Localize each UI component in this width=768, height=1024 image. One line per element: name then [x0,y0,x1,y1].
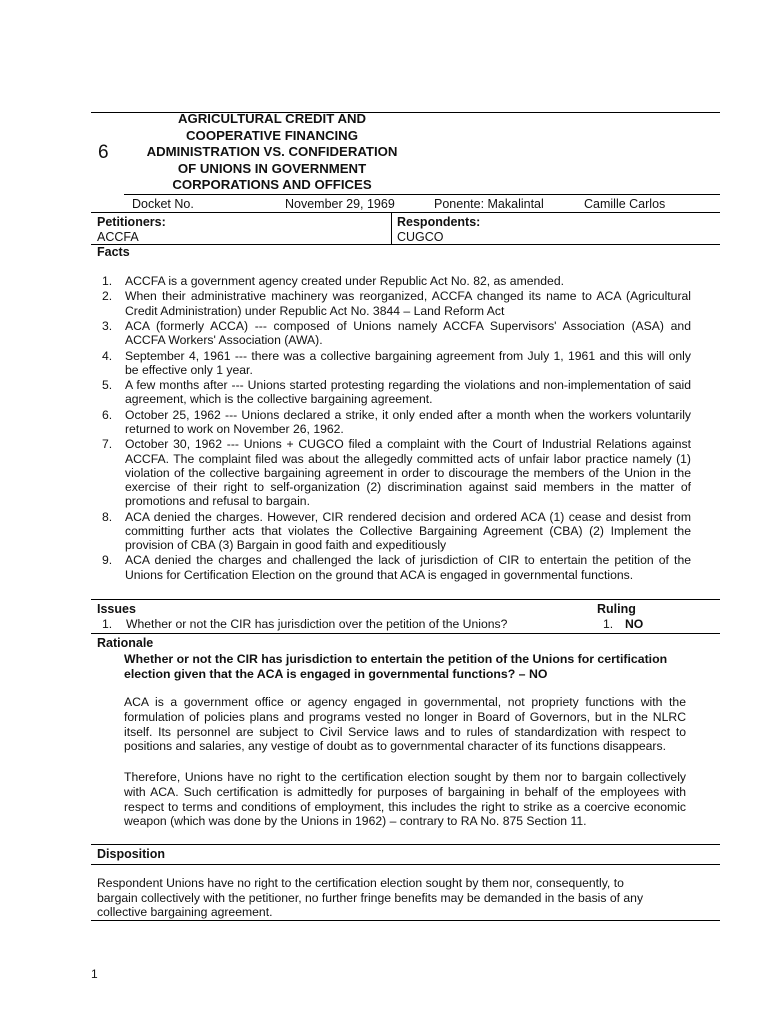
disposition-label: Disposition [97,847,166,861]
facts-list [97,274,691,583]
case-title-line: CORPORATIONS AND OFFICES [172,177,372,193]
list-item: 4. September 4, 1961 --- there was a collective bargaining agreement from July 1, 1961 and this will only be effective only 1 year. [102,348,691,377]
decision-date: November 29, 1969 [285,197,395,211]
ruling-value: NO [625,617,644,631]
issue-text: Whether or not the CIR has jurisdiction over the petition of the Unions? [126,617,508,631]
author-name: Camille Carlos [584,197,666,211]
issues-label: Issues [97,602,136,616]
parties-divider [391,212,392,244]
facts-label: Facts [97,245,130,259]
list-item: 3. ACA (formerly ACCA) --- composed of Unions namely ACCFA Supervisors' Association (ASA) and ACCFA Workers' Association (AWA). [102,318,691,348]
rationale-label: Rationale [97,636,154,650]
list-item: 8. ACA denied the charges. However, CIR rendered decision and ordered ACA (1) cease and desist from committing further acts that violates the Collective Bargaining Agreement (CBA) (2) Implement the provision of CBA (3) Bargain in good faith and expeditiously [102,509,691,552]
list-item: 6. October 25, 1962 --- Unions declared a strike, it only ended after a month when the workers voluntarily returned to work on November 26, 1962. [102,407,691,436]
case-title-line: ADMINISTRATION VS. CONFIDERATION [146,144,398,160]
petitioners-label: Petitioners: [97,215,166,229]
page-number: 1 [91,967,98,981]
issue-number: 1. [102,617,113,631]
rationale-paragraph: ACA is a government office or agency engaged in governmental, not propriety functions with the formulation of policies plans and programs vested no longer in Board of Governors, but in the NLRC itself. Its personnel are subject to Civil Service laws and to rules of standardization with respect to positions and salaries, any vestige of doubt as to governmental character of its functions disappears. [124,695,686,754]
case-title-line: AGRICULTURAL CREDIT AND [177,111,367,126]
petitioners-value: ACCFA [97,230,139,244]
meta-bottom-rule [91,212,720,213]
rationale-paragraph: Therefore, Unions have no right to the certification election sought by them nor to bargain collectively with ACA. Such certification is admittedly for purposes of bargaining in behalf of the employees with respect to terms and conditions of employment, this includes the right to strike as a coercive economic weapon (which was done by the Unions in 1962) – contrary to RA No. 875 Section 11. [124,770,686,829]
list-item: 2. When their administrative machinery was reorganized, ACCFA changed its name to ACA (Agricultural Credit Administration) under Republic Act No. 3844 – Land Reform Act [102,289,691,318]
meta-top-rule [124,194,720,195]
issues-bottom-rule [91,633,720,634]
list-item: 1. ACCFA is a government agency created under Republic Act No. 82, as amended. [102,274,564,288]
parties-bottom-rule [91,244,720,245]
ponente: Ponente: Makalintal [434,197,544,211]
list-item: 9. ACA denied the charges and challenged the lack of jurisdiction of CIR to entertain the petition of the Unions for Certification Election on the ground that ACA is engaged in governmental functions. [102,553,691,582]
docket-number: Docket No. [132,197,194,211]
issues-top-rule [91,599,720,600]
ruling-label: Ruling [597,602,636,616]
disposition-top-rule [91,844,720,845]
case-title-line: OF UNIONS IN GOVERNMENT [177,160,367,176]
ruling-number: 1. [603,617,614,631]
respondents-label: Respondents: [397,215,481,229]
list-item: 7. October 30, 1962 --- Unions + CUGCO filed a complaint with the Court of Industrial Relations against ACCFA. The complaint filed was about the allegedly committed acts of unfair labor practice namely (1) violation of the collective bargaining agreement in order to discourage the members of the Union in the exercise of their right to self-organization (2) discrimination against said members in the matter of promotions and refusal to bargain. [102,437,691,509]
case-title [132,111,412,194]
disposition-text: Respondent Unions have no right to the certification election sought by them nor, consequently, to bargain collectively with the petitioner, no further fringe benefits may be demanded in the basis of any collective bargaining agreement. [97,876,644,919]
disposition-bottom-rule [91,920,720,921]
case-title-line: COOPERATIVE FINANCING [186,127,358,143]
respondents-value: CUGCO [397,230,444,244]
disposition-divider [91,864,720,865]
list-item: 5. A few months after --- Unions started protesting regarding the violations and non-implementation of said agreement, which is the collective bargaining agreement. [102,378,691,407]
case-number: 6 [98,142,109,163]
rationale-question: Whether or not the CIR has jurisdiction to entertain the petition of the Unions for certification election given that the ACA is engaged in governmental functions? – NO [124,652,668,681]
